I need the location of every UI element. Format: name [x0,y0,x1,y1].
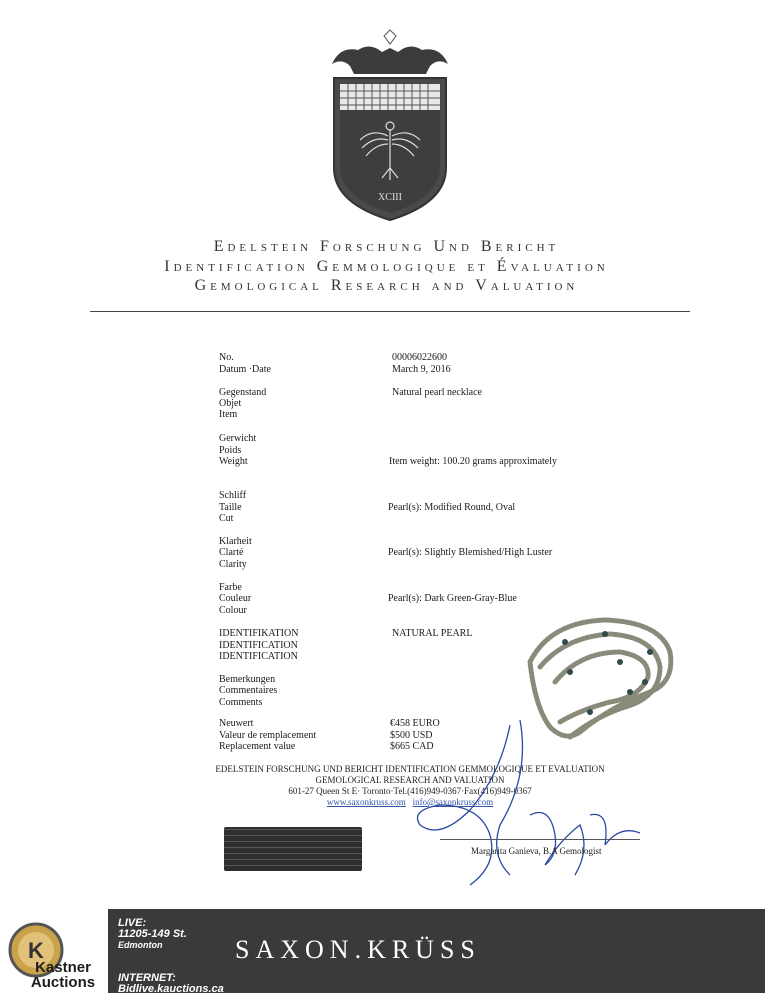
internet-info [118,973,224,995]
value-weight: Item weight: 100.20 grams approximately [389,456,558,467]
value-clarity: Pearl(s): Slightly Blemished/High Luster [388,547,553,558]
title-french: Identification Gemmologique et Évaluation [164,258,609,275]
value-colour: Pearl(s): Dark Green-Gray-Blue [388,593,517,604]
title-german: Edelstein Forschung Und Bericht [213,238,560,255]
label-item-de: Gegenstand [219,387,267,398]
title-english: Gemological Research and Valuation [194,277,579,294]
value-replacement-eur: €458 EURO [390,718,440,729]
footer-line1: EDELSTEIN FORSCHUNG UND BERICHT IDENTIFICATION GEMMOLOGIQUE ET EVALUATION [215,764,605,774]
label-replacement-en: Replacement value [219,741,296,752]
crest-logo [330,28,450,223]
value-identification: NATURAL PEARL [392,628,473,639]
brand-name: SAXON.KRÜSS [235,935,481,964]
footer-address: 601-27 Queen St E· Toronto·Tel.(416)949-0367·Fax(416)949-0367 [288,786,532,796]
label-weight-fr: Poids [219,445,242,456]
label-colour-fr: Couleur [219,593,252,604]
live-address: 11205-149 St. [118,928,187,940]
label-cut-en: Cut [219,513,234,524]
internet-label: INTERNET: [118,972,176,984]
title-divider [90,311,690,312]
label-clarity-de: Klarheit [219,536,252,547]
live-location [118,918,187,951]
label-no: No. [219,352,234,363]
label-item-en: Item [219,409,238,420]
label-colour-de: Farbe [219,582,242,593]
footer-line2: GEMOLOGICAL RESEARCH AND VALUATION [315,775,505,785]
internet-url[interactable]: Bidlive.kauctions.ca [118,983,224,995]
live-city: Edmonton [118,940,163,950]
label-replacement-de: Neuwert [219,718,254,729]
logo-line2: Auctions [30,974,96,991]
label-comments-de: Bemerkungen [219,674,276,685]
logo-line1: Kastner [35,959,91,976]
label-weight-en: Weight [219,456,248,467]
label-clarity-en: Clarity [219,559,247,570]
label-identification-fr: IDENTIFICATION [219,640,298,651]
value-item: Natural pearl necklace [392,387,482,398]
label-cut-fr: Taille [219,502,242,513]
value-date: March 9, 2016 [392,364,451,375]
label-comments-en: Comments [219,697,263,708]
label-date: Datum ·Date [219,364,271,375]
svg-text:K: K [28,938,44,963]
live-label: LIVE: [118,917,147,929]
label-comments-fr: Commentaires [219,685,278,696]
label-colour-en: Colour [219,605,247,616]
value-replacement-usd: $500 USD [390,730,433,741]
website-link[interactable]: www.saxonkruss.com [326,797,406,807]
auction-logo-text [18,960,108,990]
label-identification-de: IDENTIFIKATION [219,628,299,639]
label-clarity-fr: Clarté [219,547,244,558]
authenticity-hologram [224,827,362,871]
signatory-name: Margarita Ganieva, B.A Gemologist [471,846,602,856]
label-replacement-fr: Valeur de remplacement [219,730,317,741]
value-replacement-cad: $665 CAD [390,741,434,752]
label-weight-de: Gerwicht [219,433,257,444]
handwritten-signature [380,715,680,905]
label-identification-en: IDENTIFICATION [219,651,298,662]
value-cut: Pearl(s): Modified Round, Oval [388,502,516,513]
email-link[interactable]: info@saxonkruss.com [412,797,494,807]
label-item-fr: Objet [219,398,242,409]
crest-numeral: XCIII [378,192,402,203]
label-cut-de: Schliff [219,490,247,501]
signature-line [440,839,640,840]
value-no: 00006022600 [392,352,447,363]
